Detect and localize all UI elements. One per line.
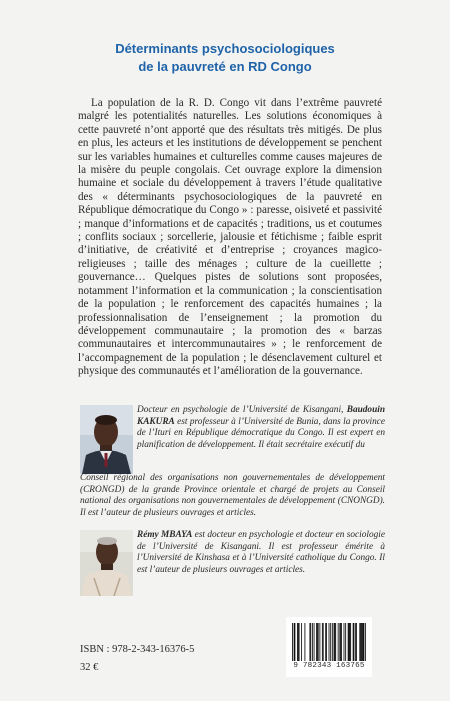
barcode-bar bbox=[363, 623, 364, 661]
barcode-bar bbox=[354, 623, 355, 661]
barcode-bar bbox=[344, 623, 345, 661]
author-1-bio-text: est professeur à l’Université de Bunia, dans la province de l’Ituri en République démocratique du Congo. Il est expert en planification de développement. Il était secrétaire exécutif du bbox=[137, 416, 385, 450]
barcode-bar bbox=[304, 623, 305, 661]
price: 32 € bbox=[80, 662, 99, 673]
barcode-bar bbox=[297, 623, 298, 661]
barcode-bar bbox=[332, 623, 333, 661]
author-1-portrait-image bbox=[80, 405, 133, 474]
barcode-bar bbox=[353, 623, 354, 661]
barcode-bar bbox=[330, 623, 331, 661]
barcode-bar bbox=[298, 623, 299, 661]
barcode-bar bbox=[312, 623, 313, 661]
isbn: ISBN : 978-2-343-16376-5 bbox=[80, 644, 195, 655]
author-1-bio-top bbox=[137, 405, 385, 451]
barcode-bar bbox=[334, 623, 335, 661]
barcode-bar bbox=[329, 623, 330, 661]
author-1-bio-continued: Conseil régional des organisations non gouvernementales de développement (CRONGD) de la grande Province orientale et chargé de projets au Conseil national des organisations non gouvernementales de développement (CNONGD). Il est l’auteur de plusieurs ouvrages et articles. bbox=[80, 473, 385, 518]
barcode-digits: 9 782343 163765 bbox=[293, 662, 365, 670]
barcode-bar bbox=[318, 623, 319, 661]
author-2-bio bbox=[137, 530, 385, 576]
title-line-1: Déterminants psychosociologiques bbox=[115, 41, 335, 56]
author-1-bio-intro: Docteur en psychologie de l’Université de Kisangani, bbox=[137, 405, 344, 415]
barcode-bar bbox=[360, 623, 361, 661]
barcode-bar bbox=[309, 623, 310, 661]
author-2-portrait-image bbox=[80, 530, 133, 596]
barcode-bar bbox=[335, 623, 336, 661]
barcode-bar bbox=[359, 623, 360, 661]
barcode-bar bbox=[316, 623, 317, 661]
barcode-bar bbox=[340, 623, 341, 661]
barcode-bar bbox=[310, 623, 311, 661]
barcode-bar bbox=[314, 623, 315, 661]
summary-text: La population de la R. D. Congo vit dans l’extrême pauvreté malgré les potentialités naturelles. Les solutions économiques à cette pauvreté n’ont apporté que des résultats très mitigés. De plus en plus, les acteurs et les institutions de développement se penchent sur les variables humaines et culturelles comme causes majeures de la misère du peuple congolais. Cet ouvrage explore la dimension humaine et sociale du développement à travers l’étude qualitative des « déterminants psychosociologiques de la pauvreté en République démocratique du Congo » : paresse, oisiveté et passivité ; manque d’informations et de capacités ; traditions, us et coutumes ; conflits sociaux ; sorcellerie, jalousie et fétichisme ; faible esprit d’initiative, de créativité et d’entreprise ; croyances magico-religieuses ; taille des ménages ; culture de la cueillette ; gouvernance… Quelques pistes de solutions sont proposées, notamment l’information et la communication ; la conscientisation de la population ; le renforcement des capacités humaines ; la professionnalisation de l’enseignement ; la promotion du développement communautaire ; la promotion des « barzas communautaires et intercommunautaires » ; le renforcement de l’accompagnement de la population ; le désenclavement culturel et physique des communautés et l’amélioration de la gouvernance. bbox=[78, 97, 382, 378]
barcode-bar bbox=[362, 623, 363, 661]
barcode-bar bbox=[299, 623, 300, 661]
author-1-photo bbox=[80, 405, 133, 474]
barcode-bar bbox=[326, 623, 327, 661]
barcode-bar bbox=[348, 623, 349, 661]
barcode-bar bbox=[361, 623, 362, 661]
barcode-bar bbox=[349, 623, 350, 661]
barcode bbox=[286, 617, 372, 677]
barcode-bar bbox=[301, 623, 302, 661]
barcode-bar bbox=[356, 623, 357, 661]
author-2-photo bbox=[80, 530, 133, 596]
barcode-bar bbox=[317, 623, 318, 661]
barcode-bar bbox=[345, 623, 346, 661]
barcode-bar bbox=[364, 623, 365, 661]
barcode-bar bbox=[338, 623, 339, 661]
barcode-bar bbox=[292, 623, 293, 661]
barcode-bar bbox=[322, 623, 323, 661]
barcode-bar bbox=[350, 623, 351, 661]
barcode-bar bbox=[294, 623, 295, 661]
author-2-name: Rémy MBAYA bbox=[137, 530, 193, 540]
barcode-bar bbox=[365, 623, 366, 661]
barcode-bar bbox=[349, 623, 350, 661]
title-line-2: de la pauvreté en RD Congo bbox=[138, 59, 312, 74]
barcode-bar bbox=[323, 623, 324, 661]
barcode-bar bbox=[334, 623, 335, 661]
author-1-name: Baudouin KAKURA bbox=[137, 405, 385, 427]
book-summary bbox=[78, 97, 382, 379]
barcode-bar bbox=[355, 623, 356, 661]
author-2-bio-text: est docteur en psychologie et docteur en sociologie de l’Université de Kisangani. Il est professeur émérite à l’Université de Kinshasa et à l’Université catholique du Congo. Il est l’auteur de plusieurs ouvrages et articles. bbox=[137, 530, 385, 575]
barcode-bar bbox=[294, 623, 295, 661]
book-title bbox=[40, 40, 410, 76]
barcode-bar bbox=[319, 623, 320, 661]
barcode-bar bbox=[339, 623, 340, 661]
barcode-bars bbox=[292, 623, 366, 661]
barcode-bar bbox=[341, 623, 342, 661]
barcode-bar bbox=[325, 623, 326, 661]
